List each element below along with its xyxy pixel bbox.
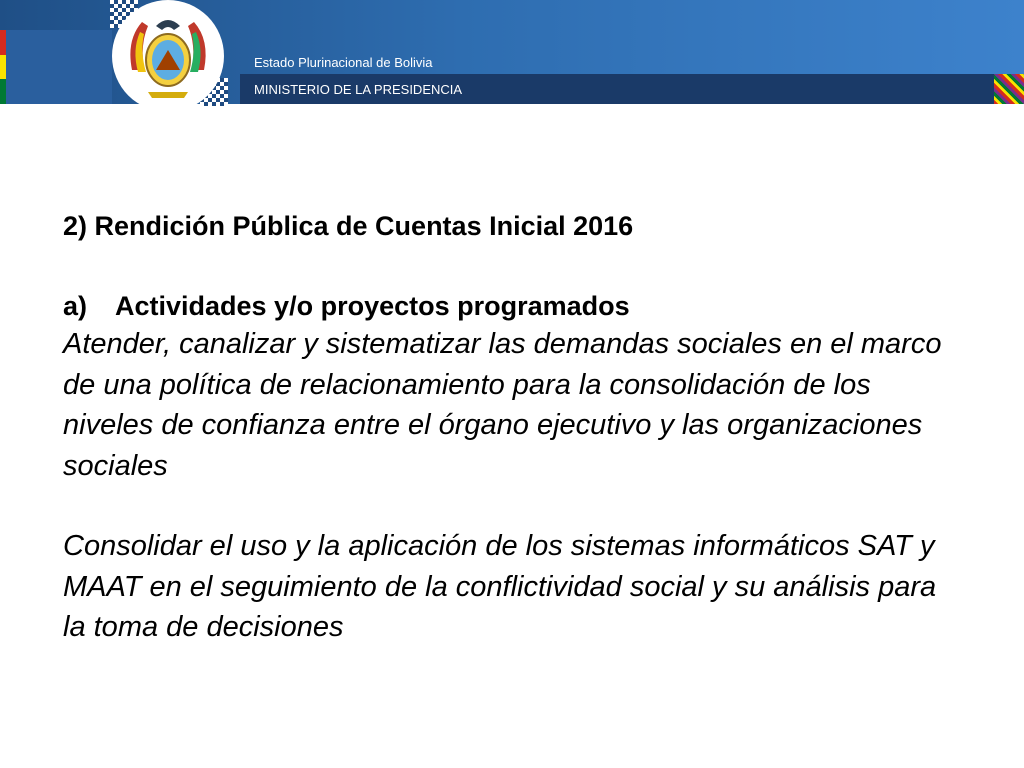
slide-content [63,208,963,648]
ministry-name-label: MINISTERIO DE LA PRESIDENCIA [254,82,463,97]
header-left-block [6,30,112,104]
paragraph-demandas: Atender, canalizar y sistematizar las demandas sociales en el marco de una política de relacionamiento para la consolidación de los niveles de confianza entre el órgano ejecutivo y las organizaciones sociales [63,328,942,482]
state-name-label: Estado Plurinacional de Bolivia [254,55,433,70]
aguayo-pattern-icon [994,74,1024,104]
section-marker: a) [63,291,88,321]
emblem-circle [112,0,224,112]
slide-title: 2) Rendición Pública de Cuentas Inicial 2016 [63,211,634,241]
section-heading-text: Actividades y/o proyectos programados [115,291,630,321]
header-banner [0,0,1024,104]
section-heading [63,288,963,324]
paragraph-sistemas: Consolidar el uso y la aplicación de los sistemas informáticos SAT y MAAT en el seguimiento de la conflictividad social y su análisis para la toma de decisiones [63,530,937,643]
bolivia-coat-of-arms-icon [112,0,224,112]
